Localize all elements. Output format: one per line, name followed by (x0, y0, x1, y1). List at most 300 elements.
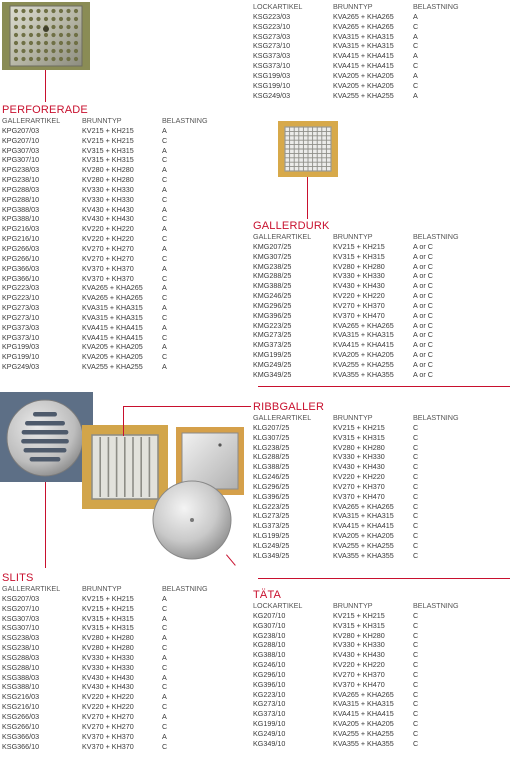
section-title-gallerdurk: GALLERDURK (253, 220, 330, 232)
well-type-cell: KV315 + KH315 (82, 623, 134, 633)
load-class-cell: A (413, 51, 418, 61)
load-class-cell: C (162, 253, 168, 263)
article-cell: KMG249/25 (253, 359, 292, 369)
load-class-cell: A or C (413, 340, 433, 350)
load-class-cell: A (162, 283, 167, 293)
well-type-cell: KV430 + KH430 (333, 650, 385, 660)
section-title-perforerade: PERFORERADE (2, 104, 88, 116)
well-type-cell: KVA315 + KHA315 (333, 699, 394, 709)
well-type-cell: KV370 + KH370 (82, 263, 134, 273)
load-class-cell: A or C (413, 261, 433, 271)
article-cell: KPG373/10 (2, 332, 40, 342)
load-class-cell: A (413, 90, 418, 100)
load-class-cell: C (413, 80, 419, 90)
article-cell: KPG273/03 (2, 303, 40, 313)
well-type-cell: KV220 + KH220 (82, 692, 134, 702)
load-class-cell: A (162, 711, 167, 721)
well-type-cell: KVA355 + KHA355 (333, 550, 394, 560)
load-class-cell: A (162, 125, 167, 135)
well-type-cell: KV270 + KH270 (82, 711, 134, 721)
well-type-cell: KVA355 + KHA355 (333, 369, 394, 379)
load-class-cell: A (162, 731, 167, 741)
load-class-cell: C (162, 293, 168, 303)
perforated-grate-photo (2, 2, 90, 70)
load-class-cell: C (162, 175, 168, 185)
well-type-cell: KVA255 + KHA255 (333, 540, 394, 550)
article-cell: KSG216/03 (2, 692, 40, 702)
well-type-cell: KV220 + KH220 (82, 224, 134, 234)
load-class-cell: C (413, 422, 419, 432)
load-class-cell: C (162, 312, 168, 322)
article-cell: KLG273/25 (253, 511, 290, 521)
well-type-cell: KV280 + KH280 (82, 165, 134, 175)
article-cell: KPG366/03 (2, 263, 40, 273)
load-class-cell: C (162, 135, 168, 145)
well-type-cell: BRUNNTYP (82, 116, 122, 125)
load-class-cell: A or C (413, 281, 433, 291)
well-type-cell: KV315 + KH315 (82, 155, 134, 165)
load-class-cell: C (413, 61, 419, 71)
article-cell: KLG246/25 (253, 472, 290, 482)
well-type-cell: KV330 + KH330 (333, 640, 385, 650)
well-type-cell: KV330 + KH330 (333, 452, 385, 462)
load-class-cell: C (162, 214, 168, 224)
well-type-cell: KV215 + KH215 (333, 241, 385, 251)
well-type-cell: KV315 + KH315 (333, 432, 385, 442)
article-cell: KLG199/25 (253, 531, 290, 541)
article-cell: GALLERARTIKEL (2, 116, 61, 125)
well-type-cell: KV315 + KH315 (82, 145, 134, 155)
well-type-cell: KV430 + KH430 (333, 281, 385, 291)
article-cell: KPG307/10 (2, 155, 40, 165)
article-cell: LOCKARTIKEL (253, 2, 303, 11)
load-class-cell: C (413, 620, 419, 630)
article-cell: KPG273/10 (2, 312, 40, 322)
article-cell: KPG216/03 (2, 224, 40, 234)
article-cell: KPG223/10 (2, 293, 40, 303)
well-type-cell: KVA415 + KHA415 (82, 332, 143, 342)
load-class-cell: C (162, 702, 168, 712)
well-type-cell: KV215 + KH215 (333, 422, 385, 432)
article-cell: KMG307/25 (253, 251, 292, 261)
article-cell: KPG249/03 (2, 362, 40, 372)
article-cell: KSG207/03 (2, 593, 40, 603)
well-type-cell: KV280 + KH280 (82, 175, 134, 185)
article-cell: KPG388/03 (2, 204, 40, 214)
load-class-cell: C (413, 550, 419, 560)
divider-line-lower (258, 578, 510, 579)
well-type-cell: KV330 + KH330 (82, 194, 134, 204)
load-class-cell: C (413, 462, 419, 472)
load-class-cell: C (413, 709, 419, 719)
article-cell: GALLERARTIKEL (253, 232, 312, 241)
load-class-cell: C (413, 630, 419, 640)
load-class-cell: C (413, 41, 419, 51)
load-class-cell: C (162, 273, 168, 283)
load-class-cell: C (162, 721, 168, 731)
well-type-cell: KV220 + KH220 (82, 702, 134, 712)
article-cell: KSG238/03 (2, 633, 40, 643)
article-cell: KPG307/03 (2, 145, 40, 155)
well-type-cell: KV220 + KH220 (333, 291, 385, 301)
well-type-cell: KVA265 + KHA265 (333, 689, 394, 699)
well-type-cell: KV370 + KH370 (82, 731, 134, 741)
article-cell: KPG388/10 (2, 214, 40, 224)
load-class-cell: A or C (413, 300, 433, 310)
article-cell: KSG307/10 (2, 623, 40, 633)
well-type-cell: KVA205 + KHA205 (333, 80, 394, 90)
load-class-cell: A (162, 243, 167, 253)
well-type-cell: KV430 + KH430 (333, 462, 385, 472)
well-type-cell: KV430 + KH430 (82, 682, 134, 692)
article-cell: KG288/10 (253, 640, 286, 650)
load-class-cell: A (162, 204, 167, 214)
load-class-cell: C (413, 491, 419, 501)
article-cell: KSG307/03 (2, 613, 40, 623)
well-type-cell: KVA415 + KHA415 (333, 709, 394, 719)
load-class-cell: A or C (413, 271, 433, 281)
well-type-cell: KVA205 + KHA205 (82, 352, 143, 362)
article-cell: KLG249/25 (253, 540, 290, 550)
well-type-cell: KVA415 + KHA415 (333, 521, 394, 531)
load-class-cell: A (162, 652, 167, 662)
load-class-cell: A or C (413, 320, 433, 330)
article-cell: KG373/10 (253, 709, 286, 719)
article-cell: KSG223/10 (253, 21, 291, 31)
article-cell: KMG396/25 (253, 310, 292, 320)
article-cell: KMG246/25 (253, 291, 292, 301)
article-cell: KMG238/25 (253, 261, 292, 271)
well-type-cell: KV215 + KH215 (82, 603, 134, 613)
load-class-cell: A or C (413, 330, 433, 340)
load-class-cell: BELASTNING (413, 413, 459, 422)
well-type-cell: KV315 + KH315 (333, 620, 385, 630)
load-class-cell: C (413, 540, 419, 550)
well-type-cell: BRUNNTYP (333, 601, 373, 610)
article-cell: KLG307/25 (253, 432, 290, 442)
load-class-cell: C (413, 650, 419, 660)
article-cell: KMG273/25 (253, 330, 292, 340)
well-type-cell: KVA315 + KHA315 (333, 41, 394, 51)
article-cell: KG223/10 (253, 689, 286, 699)
article-cell: KG388/10 (253, 650, 286, 660)
well-type-cell: KV315 + KH315 (333, 251, 385, 261)
load-class-cell: A (162, 362, 167, 372)
well-type-cell: KV370 + KH470 (333, 310, 385, 320)
article-cell: KSG223/03 (253, 11, 291, 21)
load-class-cell: A (162, 303, 167, 313)
load-class-cell: C (413, 640, 419, 650)
load-class-cell: A (413, 11, 418, 21)
article-cell: KMG388/25 (253, 281, 292, 291)
load-class-cell: C (413, 610, 419, 620)
article-cell: KMG288/25 (253, 271, 292, 281)
article-cell: KSG207/10 (2, 603, 40, 613)
article-cell: KPG266/10 (2, 253, 40, 263)
well-type-cell: KV270 + KH270 (82, 253, 134, 263)
divider-line-upper (258, 386, 510, 387)
article-cell: KSG388/10 (2, 682, 40, 692)
well-type-cell: KV220 + KH220 (333, 472, 385, 482)
article-cell: KSG266/03 (2, 711, 40, 721)
load-class-cell: A (413, 31, 418, 41)
well-type-cell: KVA355 + KHA355 (333, 738, 394, 748)
load-class-cell: A (162, 672, 167, 682)
connector-line-ribbgaller-h (123, 406, 251, 407)
article-cell: KLG388/25 (253, 462, 290, 472)
well-type-cell: KV270 + KH370 (333, 669, 385, 679)
article-cell: GALLERARTIKEL (253, 413, 312, 422)
load-class-cell: C (413, 728, 419, 738)
article-cell: KPG366/10 (2, 273, 40, 283)
well-type-cell: KV215 + KH215 (82, 593, 134, 603)
well-type-cell: KVA415 + KHA415 (82, 322, 143, 332)
well-type-cell: KV430 + KH430 (82, 204, 134, 214)
load-class-cell: C (413, 481, 419, 491)
well-type-cell: KV280 + KH280 (333, 261, 385, 271)
article-cell: KMG207/25 (253, 241, 292, 251)
article-cell: KSG273/03 (253, 31, 291, 41)
round-solid-cover-photo (150, 478, 234, 562)
load-class-cell: A or C (413, 350, 433, 360)
article-cell: KG273/10 (253, 699, 286, 709)
well-type-cell: KVA415 + KHA415 (333, 340, 394, 350)
connector-line-ribbgaller-v (123, 406, 124, 436)
well-type-cell: KV280 + KH280 (333, 630, 385, 640)
connector-line-gallerdurk (307, 177, 308, 219)
article-cell: KPG199/10 (2, 352, 40, 362)
article-cell: KG207/10 (253, 610, 286, 620)
load-class-cell: A (162, 263, 167, 273)
section-title-ribbgaller: RIBBGALLER (253, 401, 325, 413)
well-type-cell: KVA315 + KHA315 (333, 330, 394, 340)
load-class-cell: A (162, 184, 167, 194)
well-type-cell: KVA315 + KHA315 (82, 303, 143, 313)
article-cell: KPG207/10 (2, 135, 40, 145)
well-type-cell: KV330 + KH330 (333, 271, 385, 281)
well-type-cell: KV215 + KH215 (82, 125, 134, 135)
article-cell: KLG349/25 (253, 550, 290, 560)
load-class-cell: C (162, 155, 168, 165)
well-type-cell: KV215 + KH215 (333, 610, 385, 620)
well-type-cell: KV330 + KH330 (82, 652, 134, 662)
well-type-cell: KVA265 + KHA265 (333, 501, 394, 511)
well-type-cell: KVA315 + KHA315 (333, 31, 394, 41)
load-class-cell: C (162, 662, 168, 672)
load-class-cell: C (413, 511, 419, 521)
article-cell: KG249/10 (253, 728, 286, 738)
article-cell: KPG238/10 (2, 175, 40, 185)
connector-line-perforerade (45, 70, 46, 102)
article-cell: KPG288/10 (2, 194, 40, 204)
well-type-cell: KV430 + KH430 (82, 672, 134, 682)
well-type-cell: KV220 + KH220 (82, 234, 134, 244)
well-type-cell: KV370 + KH370 (82, 273, 134, 283)
well-type-cell: BRUNNTYP (333, 2, 373, 11)
well-type-cell: KVA205 + KHA205 (333, 350, 394, 360)
load-class-cell: A or C (413, 369, 433, 379)
load-class-cell: A or C (413, 291, 433, 301)
article-cell: KMG373/25 (253, 340, 292, 350)
well-type-cell: KVA315 + KHA315 (82, 312, 143, 322)
load-class-cell: C (413, 442, 419, 452)
load-class-cell: A (162, 224, 167, 234)
well-type-cell: KVA255 + KHA255 (333, 728, 394, 738)
well-type-cell: KVA265 + KHA265 (333, 21, 394, 31)
load-class-cell: C (413, 521, 419, 531)
well-type-cell: KVA265 + KHA265 (333, 11, 394, 21)
load-class-cell: C (162, 623, 168, 633)
well-type-cell: KV330 + KH330 (82, 184, 134, 194)
load-class-cell: BELASTNING (413, 601, 459, 610)
article-cell: KPG288/03 (2, 184, 40, 194)
well-type-cell: KVA255 + KHA255 (333, 359, 394, 369)
article-cell: KSG266/10 (2, 721, 40, 731)
article-cell: KG307/10 (253, 620, 286, 630)
article-cell: KPG199/03 (2, 342, 40, 352)
well-type-cell: KVA255 + KHA255 (82, 362, 143, 372)
well-type-cell: KV270 + KH270 (82, 721, 134, 731)
load-class-cell: C (413, 699, 419, 709)
article-cell: KLG238/25 (253, 442, 290, 452)
load-class-cell: BELASTNING (413, 232, 459, 241)
well-type-cell: KV220 + KH220 (333, 660, 385, 670)
well-type-cell: KV270 + KH270 (82, 243, 134, 253)
well-type-cell: KVA415 + KHA415 (333, 51, 394, 61)
article-cell: KPG266/03 (2, 243, 40, 253)
load-class-cell: BELASTNING (413, 2, 459, 11)
article-cell: KSG199/10 (253, 80, 291, 90)
article-cell: KSG249/03 (253, 90, 291, 100)
article-cell: KSG388/03 (2, 672, 40, 682)
article-cell: KPG216/10 (2, 234, 40, 244)
load-class-cell: C (162, 643, 168, 653)
load-class-cell: A (162, 322, 167, 332)
article-cell: KG238/10 (253, 630, 286, 640)
article-cell: KPG238/03 (2, 165, 40, 175)
article-cell: KPG207/03 (2, 125, 40, 135)
well-type-cell: KV430 + KH430 (82, 214, 134, 224)
load-class-cell: BELASTNING (162, 116, 208, 125)
article-cell: KMG296/25 (253, 300, 292, 310)
load-class-cell: A or C (413, 241, 433, 251)
load-class-cell: C (413, 472, 419, 482)
article-cell: KSG373/03 (253, 51, 291, 61)
load-class-cell: A (162, 613, 167, 623)
well-type-cell: KV315 + KH315 (82, 613, 134, 623)
load-class-cell: C (162, 682, 168, 692)
article-cell: KLG207/25 (253, 422, 290, 432)
load-class-cell: A or C (413, 310, 433, 320)
load-class-cell: C (413, 531, 419, 541)
load-class-cell: A or C (413, 359, 433, 369)
well-type-cell: KV330 + KH330 (82, 662, 134, 672)
article-cell: KSG273/10 (253, 41, 291, 51)
load-class-cell: C (162, 234, 168, 244)
round-slit-grate-photo (0, 392, 93, 482)
well-type-cell: KV270 + KH370 (333, 481, 385, 491)
well-type-cell: BRUNNTYP (82, 584, 122, 593)
load-class-cell: A or C (413, 251, 433, 261)
section-title-slits: SLITS (2, 572, 34, 584)
load-class-cell: C (413, 669, 419, 679)
load-class-cell: C (413, 689, 419, 699)
article-cell: KSG238/10 (2, 643, 40, 653)
mesh-grate-photo (278, 121, 338, 177)
load-class-cell: C (413, 432, 419, 442)
article-cell: KLG288/25 (253, 452, 290, 462)
load-class-cell: C (413, 738, 419, 748)
well-type-cell: KVA315 + KHA315 (333, 511, 394, 521)
well-type-cell: KV280 + KH280 (333, 442, 385, 452)
article-cell: KSG366/10 (2, 741, 40, 751)
load-class-cell: C (413, 21, 419, 31)
load-class-cell: C (413, 719, 419, 729)
well-type-cell: KV270 + KH370 (333, 300, 385, 310)
well-type-cell: KVA205 + KHA205 (333, 70, 394, 80)
load-class-cell: C (162, 194, 168, 204)
load-class-cell: A (162, 593, 167, 603)
load-class-cell: A (162, 145, 167, 155)
article-cell: KSG216/10 (2, 702, 40, 712)
load-class-cell: C (413, 679, 419, 689)
well-type-cell: KV370 + KH470 (333, 679, 385, 689)
well-type-cell: KVA265 + KHA265 (333, 320, 394, 330)
well-type-cell: KVA205 + KHA205 (333, 531, 394, 541)
well-type-cell: KVA205 + KHA205 (82, 342, 143, 352)
article-cell: LOCKARTIKEL (253, 601, 303, 610)
load-class-cell: C (162, 332, 168, 342)
load-class-cell: A (162, 692, 167, 702)
load-class-cell: A (162, 342, 167, 352)
load-class-cell: BELASTNING (162, 584, 208, 593)
connector-line-slits (45, 482, 46, 568)
load-class-cell: C (413, 660, 419, 670)
well-type-cell: BRUNNTYP (333, 232, 373, 241)
article-cell: KSG288/10 (2, 662, 40, 672)
article-cell: KMG349/25 (253, 369, 292, 379)
load-class-cell: C (413, 501, 419, 511)
article-cell: KG199/10 (253, 719, 286, 729)
well-type-cell: KV215 + KH215 (82, 135, 134, 145)
article-cell: GALLERARTIKEL (2, 584, 61, 593)
well-type-cell: KV280 + KH280 (82, 643, 134, 653)
article-cell: KLG396/25 (253, 491, 290, 501)
well-type-cell: KVA415 + KHA415 (333, 61, 394, 71)
article-cell: KG296/10 (253, 669, 286, 679)
well-type-cell: KV370 + KH370 (82, 741, 134, 751)
well-type-cell: KVA205 + KHA205 (333, 719, 394, 729)
load-class-cell: A (413, 70, 418, 80)
well-type-cell: KVA265 + KHA265 (82, 283, 143, 293)
well-type-cell: KV280 + KH280 (82, 633, 134, 643)
article-cell: KSG373/10 (253, 61, 291, 71)
article-cell: KLG223/25 (253, 501, 290, 511)
well-type-cell: BRUNNTYP (333, 413, 373, 422)
article-cell: KG349/10 (253, 738, 286, 748)
article-cell: KLG296/25 (253, 481, 290, 491)
section-title-tata: TÄTA (253, 589, 282, 601)
load-class-cell: A (162, 165, 167, 175)
article-cell: KG396/10 (253, 679, 286, 689)
well-type-cell: KV370 + KH470 (333, 491, 385, 501)
article-cell: KPG223/03 (2, 283, 40, 293)
well-type-cell: KVA265 + KHA265 (82, 293, 143, 303)
article-cell: KLG373/25 (253, 521, 290, 531)
load-class-cell: C (162, 741, 168, 751)
load-class-cell: A (162, 633, 167, 643)
load-class-cell: C (162, 603, 168, 613)
